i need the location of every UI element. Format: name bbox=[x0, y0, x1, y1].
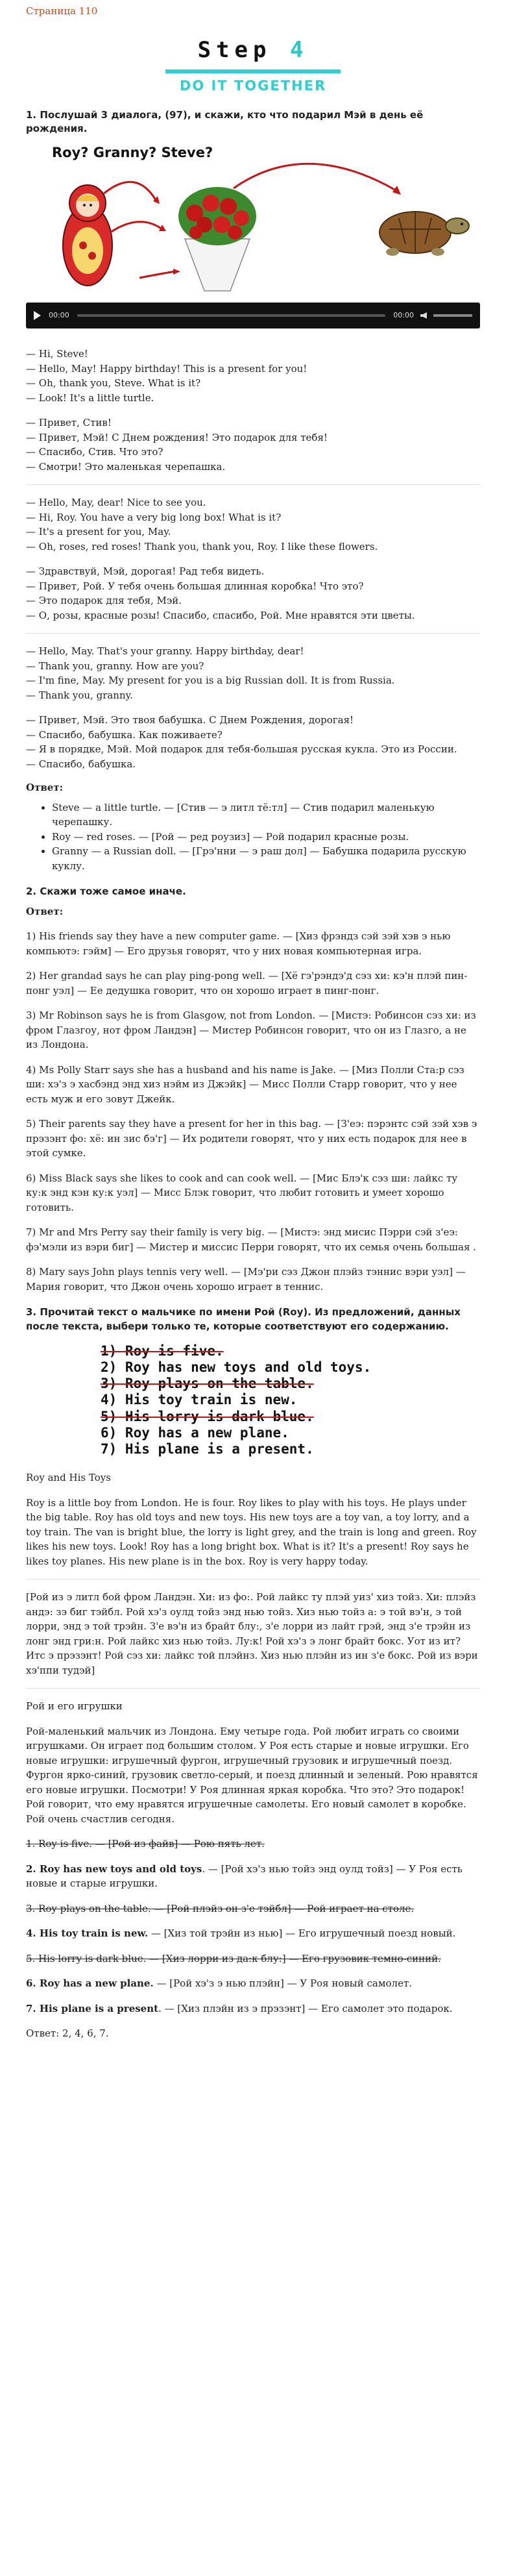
answer-line: 7. His plane is a present. — [Хиз плэйн из э прэзэнт] — Его самолет это подарок. bbox=[26, 2002, 453, 2014]
list-item: 6) Miss Black says she likes to cook and can cook well. — [Мис Блэ'к сэз ши: лайкс ту ку:к энд кэн ку:к уэл] — Мисс Блэк говорит, что любит готовить и умеет хорошо готовить. bbox=[26, 1172, 458, 1213]
time-current: 00:00 bbox=[49, 310, 69, 319]
handwritten-line: 5) His lorry is dark blue. bbox=[101, 1408, 314, 1424]
answer-line: 2. Roy has new toys and old toys. — [Рой хэ'з нью тойз энд оулд тойз] — У Роя есть новые и старые игрушки. bbox=[26, 1863, 463, 1890]
dialog-line: — It's a present for you, May. bbox=[26, 526, 171, 538]
dialog-line: — Здравствуй, Мэй, дорогая! Рад тебя видеть. bbox=[26, 565, 265, 577]
story-text: Roy is a little boy from London. He is four. Roy likes to play with his toys. He plays under the big table. Roy has old toys and new toys. His new toys are a toy van, a toy lorry, and a toy train. The van is bright blue, the lorry is light grey, and the train is long and green. Roy likes his new toys. Look! Roy has a long bright box. What is it? It's a present! Roy says he likes toy planes. His new plane is in the box. Roy is very happy today. bbox=[26, 1496, 477, 1567]
seek-bar[interactable] bbox=[77, 314, 386, 317]
dialog-line: — Oh, roses, red roses! Thank you, thank you, Roy. I like these flowers. bbox=[26, 540, 378, 552]
page-label: Страница 110 bbox=[26, 5, 98, 17]
translation-title: Рой и его игрушки bbox=[26, 1700, 123, 1713]
dialog-line: — Смотри! Это маленькая черепашка. bbox=[26, 460, 226, 473]
banner-rule bbox=[165, 69, 341, 73]
volume-slider[interactable] bbox=[433, 314, 472, 317]
story-title: Roy and His Toys bbox=[26, 1472, 111, 1484]
task2-title: 2. Скажи тоже самое иначе. bbox=[26, 886, 186, 897]
translation-text: Рой-маленький мальчик из Лондона. Ему четыре года. Рой любит играть со своими игрушками. Он играет под большим столом. У Роя есть старые и новые игрушки. Его новые игрушки: игрушечный фургон, игрушечный грузовик и игрушечный поезд. Фургон ярко-синий, грузовик светло-серый, и поезд длинный и зеленый. Рою нравятся его новые игрушки. Посмотри! У Роя длинная яркая коробка. Что это? Это подарок! Рой говорит, что ему нравятся игрушечные самолеты. Его новый самолет в коробке. Рой очень счастлив сегодня. bbox=[26, 1725, 478, 1825]
divider bbox=[26, 633, 480, 634]
step-number: 4 bbox=[289, 37, 309, 63]
divider bbox=[26, 484, 480, 485]
step-heading bbox=[159, 34, 347, 67]
list-item: • Steve — a little turtle. — [Стив — э литл тё:тл] — Стив подарил маленькую черепашку. bbox=[52, 800, 480, 830]
dialog-line: — I'm fine, May. My present for you is a big Russian doll. It is from Russia. bbox=[26, 675, 395, 686]
dialog-2 bbox=[26, 495, 480, 623]
step-word: Step bbox=[197, 37, 272, 63]
illustration-label: Roy? Granny? Steve? bbox=[52, 145, 213, 160]
task3-title: 3. Прочитай текст о мальчике по имени Рой (Roy). Из предложений, данных после текста, выбери только те, которые соответствуют его содержанию. bbox=[26, 1306, 461, 1332]
handwritten-line: 4) His toy train is new. bbox=[101, 1392, 298, 1408]
final-answer: Ответ: 2, 4, 6, 7. bbox=[26, 2027, 109, 2040]
answer1-list bbox=[26, 800, 480, 874]
story-transcription: [Рой из э литл бой фром Ландэн. Хи: из фо:. Рой лайкс ту плэй уиз' хиз тойз. Хи: плэйз андэ: зэ биг тэйбл. Рой хэ'з оулд тойз энд нью тойз. Хиз нью тойз а: э той вэ'н, э той лорри, энд э той трэйн. З'е вэ'н из брайт блу:, з'е лорри из лайт грэй, энд з'е трэйн из лонг энд гри:н. Рой лайкс хиз нью тойз. Лу:к! Рой хэ'з э лонг брайт бокс. Уот из ит? Итс э прэзэнт! Рой сэз хи: лайкс той плэйнз. Хиз нью плэйн из ин з'е бокс. Рой из вэри хэ'ппи тудэй] bbox=[26, 1591, 478, 1676]
dialog-1 bbox=[26, 347, 480, 474]
list-item: 5) Their parents say they have a present for her in this bag. — [З'еэ: пэрэнтс сэй зэй хэв э прэзэнт фо: хё: ин зис бэ'г] — Их родители говорят, что у них есть подарок для нее в этой сумке. bbox=[26, 1118, 477, 1159]
list-item: • Granny — a Russian doll. — [Грэ'нни — э раш дол] — Бабушка подарила русскую куклу. bbox=[52, 844, 480, 873]
task1-illustration bbox=[26, 142, 480, 297]
divider bbox=[26, 1688, 480, 1689]
handwritten-line: 6) Roy has a new plane. bbox=[101, 1424, 289, 1441]
answer-line: 6. Roy has a new plane. — [Рой хэ'з э нью плэйн] — У Роя новый самолет. bbox=[26, 1977, 413, 1990]
handwritten-line: 7) His plane is a present. bbox=[101, 1441, 314, 1457]
list-item: 7) Mr and Mrs Perry say their family is very big. — [Мистэ: энд мисис Пэрри сэй з'еэ: фэ'мэли из вэри биг] — Мистер и миссис Перри говорят, что их семья очень большая . bbox=[26, 1226, 476, 1253]
dialog-line: — Привет, Рой. У тебя очень большая длинная коробка! Что это? bbox=[26, 580, 364, 592]
page: Страница 110 Step 4 DO IT TOGETHER 1. Послушай 3 диалога, (97), и скажи, кто что подарил Мэй в день её рождения. Roy? Granny? Steve? 00:00 00:00 — Hi, Steve! — Hello, May! Happy birthday! This is a present for you! — Oh, thank you, Steve. What is it? — Look! It's a little turtle. — Привет, Стив! — Привет, Мэй! С Днем рождения! Это подарок для тебя! — Спасибо, Стив. Что это? — Смотри! Это маленькая черепашка. — Hello, May, dear! Nice to see you. — Hi, Roy. You have a very big long box! What is it? — It's a present for you, May. — Oh, roses, red roses! Thank you, thank you, Roy. I like these flowers. — Здравствуй, Мэй, дорогая! Рад тебя видеть. — Привет, Рой. У тебя очень большая длинная коробка! Что это? — Это подарок для тебя, Мэй. — О, розы, красные розы! Спасибо, спасибо, Рой. Мне нравятся эти цветы. — Hello, May. That's your granny. Happy birthday, dear! — Thank you, granny. How are you? — I'm fine, May. My present for you is a big Russian doll. It is from Russia. — Thank you, granny. — Привет, Мэй. Это твоя бабушка. С Днем Рождения, дорогая! — Спасибо, бабушка. Как поживаете? — Я в порядке, Мэй. Мой подарок для тебя-большая русская кукла. Это из России. — Спасибо, бабушка. Ответ: • Steve — a little turtle. — [Стив — э литл тё:тл] — Стив подарил маленькую черепашку. • Roy — red roses. — [Рой — ред роузиз] — Рой подарил красные розы. • Granny — a Russian doll. — [Грэ'нни — э раш дол] — Бабушка подарила русскую куклу. 2. Скажи тоже самое иначе. Ответ: 1) His friends say they have a new computer game. — [Хиз фрэндз сэй зэй хэв э нью компьютэ: гэйм] — Его друзья говорят, что у них новая компьютерная игра. 2) Her grandad says he can play ping-pong well. — [Хё гэ'рэндэ'д сэз хи: кэ'н плэй пин-понг уэл] — Ее дедушка говорит, что он хорошо играет в пинг-понг. 3) Mr Robinson says he is from Glasgow, not from London. — [Мистэ: Робинсон сэз хи: из фром Глазгоу, нот фром Ландэн] — Мистер Робинсон говорит, что он из Глазго, а не из Лондона. 4) Ms Polly Starr says she has a husband and his name is Jake. — [Миз Полли Ста:р сэз ши: хэ'з э хасбэнд энд хиз нэйм из Джэйк] — Мисс Полли Старр говорит, что у нее есть муж и его зовут Джейк. 5) Their parents say they have a present for her in this bag. — [З'еэ: пэрэнтс сэй зэй хэв э прэзэнт фо: хё: ин зис бэ'г] — Их родители говорят, что у них есть подарок для нее в этой сумке. 6) Miss Black says she likes to cook and can cook well. — [Мис Блэ'к сэз ши: лайкс ту ку:к энд кэн ку:к уэл] — Мисс Блэк говорит, что любит готовить и умеет хорошо готовить. 7) Mr and Mrs Perry say their family is very big. — [Мистэ: энд мисис Пэрри сэй з'еэ: фэ'мэли из вэри биг] — Мистер и миссис Перри говорят, что их семья очень большая . 8) Mary says John plays tennis very well. — [Мэ'ри сэз Джон плэйз тэннис вэри уэл] — Мария говорит, что Джон очень хорошо играет в теннис. 3. Прочитай текст о мальчике по имени Рой (Roy). Из предложений, данных после текста, выбери только те, которые соответствуют его содержанию. 1) Roy is five. 2) Roy has new toys and old toys. 3) Roy plays on the table. 4) His toy train is new. 5) His lorry is dark blue. 6) Roy has a new plane. 7) His plane is a present. Roy and His Toys Roy is a little boy from London. He is four. Roy likes to play with his toys. He plays under the big table. Roy has old toys and new toys. His new toys are a toy van, a toy lorry, and a toy train. The van is bright blue, the lorry is light grey, and the train is long and green. Roy likes his new toys. Look! Roy has a long bright box. What is it? It's a present! Roy says he likes toy planes. His new plane is in the box. Roy is very happy today. [Рой из э литл бой фром Ландэн. Хи: из фо:. Рой лайкс ту плэй уиз' хиз тойз. Хи: плэйз андэ: зэ биг тэйбл. Рой хэ'з оулд тойз энд нью тойз. Хиз нью тойз а: э той вэ'н, э той лорри, энд э той трэйн. З'е вэ'н из брайт блу:, з'е лорри из лайт грэй, энд з'е трэйн из лонг энд гри:н. Рой лайкс хиз нью тойз. Лу:к! Рой хэ'з э лонг брайт бокс. Уот из ит? Итс э прэзэнт! Рой сэз хи: лайкс той плэйнз. Хиз нью плэйн из ин з'е бокс. Рой из вэри хэ'ппи тудэй] Рой и его игрушки Рой-маленький мальчик из Лондона. Ему четыре года. Рой любит играть со своими игрушками. Он играет под большим столом. У Роя есть старые и новые игрушки. Его новые игрушки: игрушечный фургон, игрушечный грузовик и игрушечный поезд. Фургон ярко-синий, грузовик светло-серый, и поезд длинный и зеленый. Рою нравятся его новые игрушки. Посмотри! У Роя длинная яркая коробка. Что это? Это подарок! Рой говорит, что ему нравятся игрушечные самолеты. Его новый самолет в коробке. Рой очень счастлив сегодня. 1. Roy is five. — [Рой из файв] — Рою пять лет. 2. Roy has new toys and old toys. — [Рой хэ'з нью тойз энд оулд тойз] — У Роя есть новые и старые игрушки. 3. Roy plays on the table. — [Рой плэйз он з'е тэйбл] — Рой играет на столе. 4. His toy train is new. — [Хиз той трэйн из нью] — Его игрушечный поезд новый. 5. His lorry is dark blue. — [Хиз лорри из да:к блу:] — Его грузовик темно-синий. 6. Roy has a new plane. — [Рой хэ'з э нью плэйн] — У Роя новый самолет. 7. His plane is a present. — [Хиз плэйн из э прэзэнт] — Его самолет это подарок. Ответ: 2, 4, 6, 7. bbox=[13, 0, 493, 2041]
dialog-line: — О, розы, красные розы! Спасибо, спасибо, Рой. Мне нравятся эти цветы. bbox=[26, 609, 415, 621]
handwritten-answers bbox=[101, 1343, 480, 1457]
dialog-line: — Привет, Стив! bbox=[26, 417, 112, 428]
list-item: • Roy — red roses. — [Рой — ред роузиз] — Рой подарил красные розы. bbox=[52, 830, 480, 845]
handwritten-line: 2) Roy has new toys and old toys. bbox=[101, 1359, 372, 1375]
dialog-line: — Thank you, granny. How are you? bbox=[26, 660, 204, 672]
audio-player[interactable] bbox=[26, 303, 480, 328]
dialog-line: — Это подарок для тебя, Мэй. bbox=[26, 595, 182, 606]
task1-title: 1. Послушай 3 диалога, (97), и скажи, кто что подарил Мэй в день её рождения. bbox=[26, 108, 424, 135]
dialog-line: — Привет, Мэй! С Днем рождения! Это подарок для тебя! bbox=[26, 431, 328, 443]
gifts-picture bbox=[26, 142, 480, 297]
time-total: 00:00 bbox=[393, 310, 414, 319]
dialog-line: — Hello, May. That's your granny. Happy birthday, dear! bbox=[26, 645, 304, 657]
step-banner bbox=[159, 34, 347, 97]
dialog-line: — Oh, thank you, Steve. What is it? bbox=[26, 377, 201, 389]
dialog-line: — Привет, Мэй. Это твоя бабушка. С Днем Рождения, дорогая! bbox=[26, 714, 354, 726]
list-item: 4) Ms Polly Starr says she has a husband and his name is Jake. — [Миз Полли Ста:р сэз ши: хэ'з э хасбэнд энд хиз нэйм из Джэйк] — Мисс Полли Старр говорит, что у нее есть муж и его зовут Джейк. bbox=[26, 1063, 464, 1105]
answer-line: 1. Roy is five. — [Рой из файв] — Рою пять лет. bbox=[26, 1838, 265, 1850]
list-item: 3) Mr Robinson says he is from Glasgow, not from London. — [Мистэ: Робинсон сэз хи: из фром Глазгоу, нот фром Ландэн] — Мистер Робинсон говорит, что он из Глазго, а не из Лондона. bbox=[26, 1009, 476, 1051]
dialog-line: — Look! It's a little turtle. bbox=[26, 391, 154, 404]
dialog-line: — Hello, May, dear! Nice to see you. bbox=[26, 497, 206, 508]
dialog-line: — Спасибо, Стив. Что это? bbox=[26, 446, 163, 458]
list-item: 8) Mary says John plays tennis very well. — [Мэ'ри сэз Джон плэйз тэннис вэри уэл] — Мария говорит, что Джон очень хорошо играет в теннис. bbox=[26, 1266, 466, 1293]
matryoshka-icon bbox=[63, 185, 112, 286]
answer-line: 4. His toy train is new. — [Хиз той трэйн из нью] — Его игрушечный поезд новый. bbox=[26, 1927, 456, 1940]
dialog-line: — Hello, May! Happy birthday! This is a present for you! bbox=[26, 362, 307, 375]
handwritten-line: 1) Roy is five. bbox=[101, 1343, 224, 1359]
play-icon[interactable] bbox=[34, 311, 41, 320]
list-item: 2) Her grandad says he can play ping-pong well. — [Хё гэ'рэндэ'д сэз хи: кэ'н плэй пин-понг уэл] — Ее дедушка говорит, что он хорошо играет в пинг-понг. bbox=[26, 970, 468, 997]
dialog-3 bbox=[26, 644, 480, 771]
dialog-line: — Hi, Roy. You have a very big long box! What is it? bbox=[26, 511, 282, 523]
list-item: 1) His friends say they have a new computer game. — [Хиз фрэндз сэй зэй хэв э нью компьютэ: гэйм] — Его друзья говорят, что у них новая компьютерная игра. bbox=[26, 930, 451, 957]
answer1-label: Ответ: bbox=[26, 782, 64, 793]
answer2-label: Ответ bbox=[26, 905, 60, 917]
dialog-line: — Я в порядке, Мэй. Мой подарок для тебя-большая русская кукла. Это из России. bbox=[26, 743, 457, 755]
dialog-line: — Hi, Steve! bbox=[26, 348, 88, 360]
dialog-line: — Спасибо, бабушка. bbox=[26, 758, 136, 770]
volume-icon[interactable] bbox=[420, 312, 427, 319]
answer-line: 5. His lorry is dark blue. — [Хиз лорри из да:к блу:] — Его грузовик темно-синий. bbox=[26, 1952, 441, 1964]
answer-line: 3. Roy plays on the table. — [Рой плэйз он з'е тэйбл] — Рой играет на столе. bbox=[26, 1902, 415, 1914]
turtle-icon bbox=[380, 212, 469, 256]
roses-icon bbox=[178, 187, 256, 291]
handwritten-line: 3) Roy plays on the table. bbox=[101, 1376, 314, 1392]
dialog-line: — Thank you, granny. bbox=[26, 689, 133, 701]
banner-subtitle: DO IT TOGETHER bbox=[179, 78, 327, 93]
dialog-line: — Спасибо, бабушка. Как поживаете? bbox=[26, 728, 223, 741]
